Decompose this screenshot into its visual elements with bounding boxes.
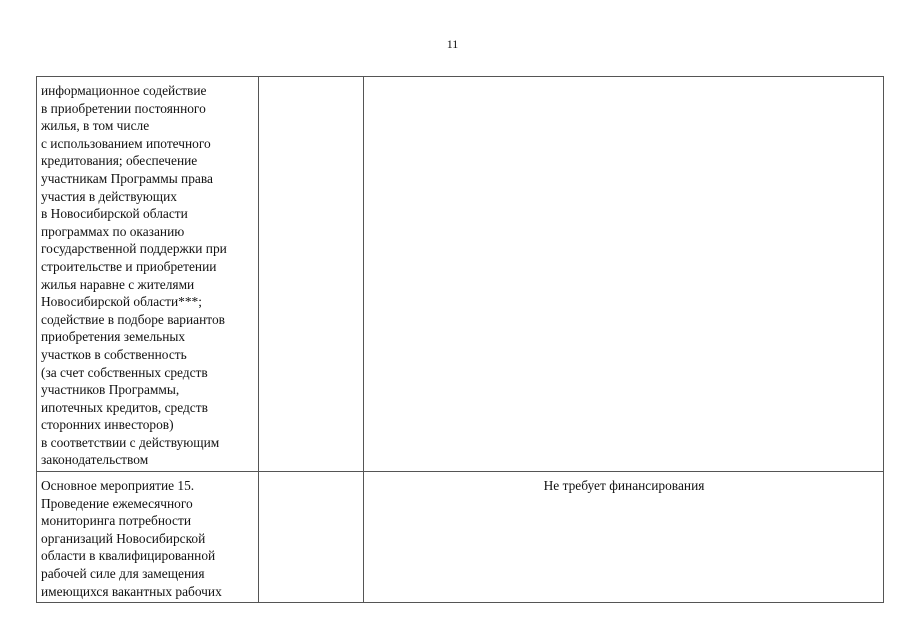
table-row xyxy=(37,472,884,603)
empty-cell xyxy=(364,77,884,472)
activity-description-cell xyxy=(37,77,259,472)
page-number: 11 xyxy=(446,37,459,51)
program-activities-table xyxy=(36,76,884,603)
funding-cell xyxy=(364,472,884,603)
activity-description-text: информационное содействие в приобретении постоянного жилья, в том числе с использованием ипотечного кредитования; обеспечение участникам Программы права участия в действующих в Новосибирской области программах по оказанию государственной поддержки при строительстве и приобретении жилья наравне с жителями Новосибирской области***; содействие в подборе вариантов приобретения земельных участков в собственность (за счет собственных средств участников Программы, ипотечных кредитов, средств сторонних инвесторов) в соответствии с действующим законодательством xyxy=(41,83,227,468)
funding-note: Не требует финансирования xyxy=(543,478,705,494)
table-row xyxy=(37,77,884,472)
activity-description-text: Основное мероприятие 15. Проведение ежемесячного мониторинга потребности организаций Новосибирской области в квалифицированной рабочей силе для замещения имеющихся вакантных рабочих xyxy=(41,478,222,599)
empty-cell xyxy=(259,77,364,472)
empty-cell xyxy=(259,472,364,603)
activity-description-cell xyxy=(37,472,259,603)
